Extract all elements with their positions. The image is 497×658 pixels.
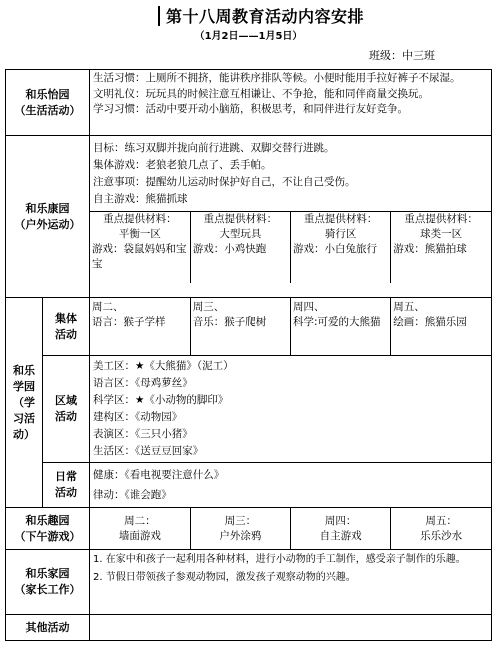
group-day: 周五、 bbox=[393, 301, 425, 313]
row-fun bbox=[6, 508, 492, 550]
schedule-table bbox=[5, 69, 492, 641]
fun-day: 周四： bbox=[324, 514, 357, 527]
group-day: 周三、 bbox=[192, 301, 225, 313]
zone-cell bbox=[291, 212, 391, 284]
outdoor-content bbox=[90, 136, 492, 298]
zone-cell bbox=[90, 212, 190, 284]
section-title: 学园 bbox=[13, 379, 35, 393]
section-label-study bbox=[6, 298, 43, 508]
outdoor-line: 自主游戏：熊猫抓球 bbox=[93, 193, 188, 205]
home-line: 1. 在家中和孩子一起利用各种材料，进行小动物的手工制作，感受亲子制作的乐趣。 bbox=[93, 554, 466, 565]
fun-day: 周二： bbox=[124, 514, 156, 527]
row-study-area bbox=[6, 356, 492, 463]
outdoor-zones bbox=[90, 211, 491, 283]
section-label-life bbox=[6, 70, 90, 136]
group-content bbox=[90, 298, 492, 356]
group-items bbox=[90, 298, 491, 355]
area-line: 美工区：★《大熊猫》（泥工） bbox=[93, 360, 234, 372]
fun-item bbox=[190, 508, 290, 549]
section-subtitle: （家长工作） bbox=[14, 583, 81, 596]
zone-cell bbox=[190, 212, 290, 284]
group-day: 周四、 bbox=[293, 301, 325, 313]
fun-item bbox=[291, 508, 391, 549]
section-label-other bbox=[6, 615, 90, 641]
group-text: 科学:可爱的大熊猫 bbox=[293, 316, 381, 328]
section-label-outdoor bbox=[6, 136, 90, 298]
zone-head: 重点提供材料： bbox=[103, 213, 177, 225]
life-line: 学习习惯：活动中要开动小脑筋，积极思考，和同伴进行友好竞争。 bbox=[93, 103, 408, 115]
fun-item bbox=[90, 508, 190, 549]
area-line: 表演区：《三只小猪》 bbox=[93, 428, 193, 440]
fun-text: 乐乐沙水 bbox=[420, 529, 463, 542]
zone-head: 重点提供材料： bbox=[404, 213, 478, 225]
sub-title: 区域 bbox=[55, 394, 77, 407]
outdoor-line: 集体游戏：老狼老狼几点了、丢手帕。 bbox=[93, 159, 272, 171]
section-title: 和乐 bbox=[13, 363, 35, 377]
sub-label-daily bbox=[43, 463, 90, 508]
other-content bbox=[90, 615, 492, 641]
group-text: 音乐：猴子爬树 bbox=[192, 316, 267, 328]
date-range: （1月2日——1月5日） bbox=[194, 31, 303, 42]
zone-cell bbox=[391, 212, 491, 284]
section-subtitle: 动） bbox=[13, 427, 35, 441]
row-study-group bbox=[6, 298, 492, 356]
area-line: 生活区：《送豆豆回家》 bbox=[93, 445, 204, 457]
zone-game: 游戏：小白兔旅行 bbox=[293, 243, 377, 255]
section-subtitle: （学 bbox=[13, 395, 35, 409]
daily-content bbox=[90, 463, 492, 508]
row-other bbox=[6, 615, 492, 641]
class-label: 班级：中三班 bbox=[369, 49, 435, 62]
daily-line: 律动：《谁会跑》 bbox=[93, 489, 172, 501]
section-subtitle: （户外运动） bbox=[14, 217, 81, 231]
fun-text: 户外涂鸦 bbox=[219, 529, 262, 542]
sub-label-group bbox=[43, 298, 90, 356]
fun-day: 周五： bbox=[425, 514, 457, 527]
fun-items bbox=[90, 508, 491, 549]
group-day: 周二、 bbox=[92, 301, 124, 313]
fun-day: 周三： bbox=[224, 514, 257, 527]
life-content bbox=[90, 70, 492, 136]
section-subtitle: （生活活动） bbox=[14, 103, 81, 117]
section-label-fun bbox=[6, 508, 90, 550]
section-title: 和乐怡园 bbox=[25, 87, 70, 101]
row-life bbox=[6, 70, 492, 136]
outdoor-line: 目标：练习双脚并拢向前行进跳、双脚交替行进跳。 bbox=[93, 142, 335, 154]
row-study-daily bbox=[6, 463, 492, 508]
group-item bbox=[291, 298, 391, 355]
fun-text: 墙面游戏 bbox=[118, 529, 161, 542]
sub-title: 活动 bbox=[55, 327, 77, 341]
life-line: 生活习惯：上厕所不拥挤，能讲秩序排队等候。小便时能用手拉好裤子不尿湿。 bbox=[93, 72, 461, 84]
zone-game: 游戏：熊猫拍球 bbox=[393, 243, 467, 255]
row-home bbox=[6, 550, 492, 615]
zone-head: 重点提供材料： bbox=[303, 213, 378, 225]
page-title: 第十八周教育活动内容安排 bbox=[166, 7, 365, 26]
section-title: 和乐趣园 bbox=[25, 513, 70, 527]
sub-title: 活动 bbox=[55, 486, 77, 499]
fun-content bbox=[90, 508, 492, 550]
sub-label-area bbox=[43, 356, 90, 463]
row-outdoor bbox=[6, 136, 492, 298]
title-marker bbox=[158, 6, 160, 26]
section-subtitle: 习活 bbox=[13, 411, 35, 425]
area-line: 科学区：★《小动物的脚印》 bbox=[93, 394, 229, 406]
group-item bbox=[190, 298, 290, 355]
sub-title: 集体 bbox=[55, 311, 77, 325]
fun-item bbox=[391, 508, 491, 549]
life-line: 文明礼仪：玩玩具的时候注意互相谦让、不争抢，能和同伴商量交换玩。 bbox=[93, 87, 429, 100]
zone-name: 平衡一区 bbox=[118, 228, 161, 240]
sub-title: 日常 bbox=[55, 470, 77, 483]
section-title: 和乐家园 bbox=[25, 567, 70, 580]
fun-text: 自主游戏 bbox=[319, 529, 362, 542]
zone-name: 大型玩具 bbox=[219, 228, 262, 240]
section-subtitle: （下午游戏） bbox=[14, 529, 81, 543]
section-title: 和乐康园 bbox=[25, 201, 70, 215]
group-item bbox=[391, 298, 491, 355]
group-item bbox=[90, 298, 190, 355]
home-line: 2. 节假日带领孩子参观动物园，激发孩子观察动物的兴趣。 bbox=[93, 572, 356, 583]
area-content bbox=[90, 356, 492, 463]
area-line: 语言区：《母鸡萝丝》 bbox=[93, 377, 193, 389]
zone-name: 骑行区 bbox=[324, 228, 357, 240]
section-title: 其他活动 bbox=[25, 620, 70, 634]
zone-name: 球类一区 bbox=[420, 228, 463, 240]
group-text: 语言：猴子学样 bbox=[92, 316, 166, 328]
group-text: 绘画：熊猫乐园 bbox=[393, 316, 467, 328]
outdoor-line: 注意事项：提醒幼儿运动时保护好自己，不让自己受伤。 bbox=[93, 176, 356, 188]
home-content bbox=[90, 550, 492, 615]
zone-game: 游戏：小鸡快跑 bbox=[192, 243, 267, 255]
daily-line: 健康：《看电视要注意什么》 bbox=[93, 469, 225, 481]
area-line: 建构区：《动物园》 bbox=[93, 411, 183, 423]
section-label-home bbox=[6, 550, 90, 615]
zone-game: 游戏：袋鼠妈妈和宝宝 bbox=[92, 243, 187, 270]
zone-head: 重点提供材料： bbox=[203, 213, 278, 225]
sub-title: 活动 bbox=[55, 410, 77, 423]
